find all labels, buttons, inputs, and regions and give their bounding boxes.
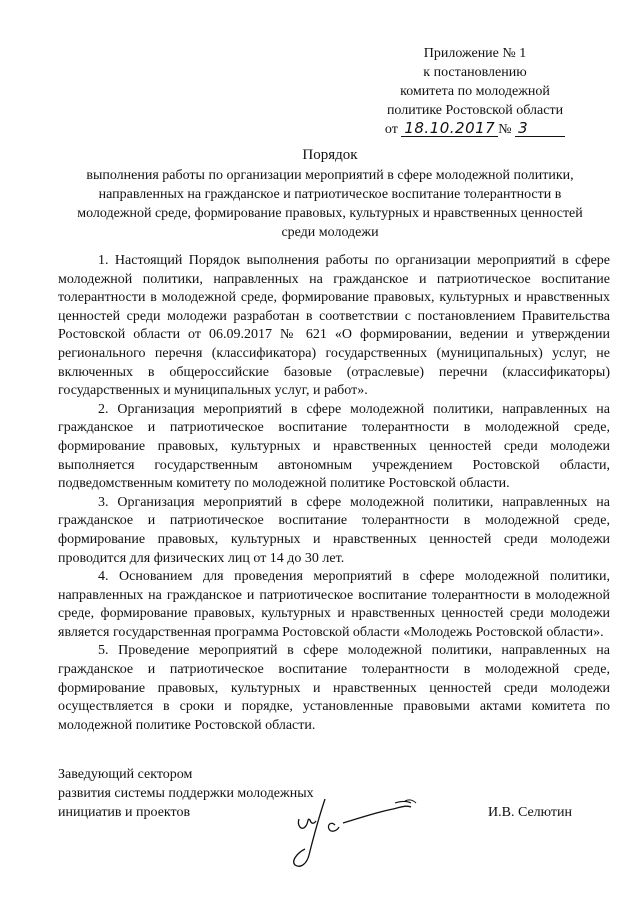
handwritten-date: 18.10.2017 [401, 120, 498, 137]
title-line-2: направленных на гражданское и патриотическое воспитание толерантности в [98, 187, 562, 202]
title-line-4: среди молодежи [281, 225, 379, 240]
document-body [58, 252, 610, 735]
paragraph-4: 4. Основанием для проведения мероприятий в сфере молодежной политики, направленных на гражданское и патриотическое воспитание толерантности в молодежной среде, формирование правовых, культурных и нравственных ценностей среди молодежи является государственная программа Ростовской области «Молодежь Ростовской области». [58, 569, 610, 640]
appendix-resolution-ref: к постановлению [423, 65, 527, 80]
date-prefix: от [384, 122, 398, 137]
paragraph-5: 5. Проведение мероприятий в сфере молодежной политики, направленных на гражданское и патриотическое воспитание толерантности в молодежной среде, формирование правовых, культурных и нравственных ценностей среди молодежи осуществляется в сроки и порядке, установленные правовыми актами комитета по молодежной политике Ростовской области. [58, 643, 610, 733]
appendix-date-line [360, 120, 590, 139]
number-prefix: № [498, 122, 512, 137]
handwritten-number: 3 [515, 120, 565, 137]
handwritten-signature [283, 773, 433, 879]
signatory-position-line-2: развития системы поддержки молодежных [58, 786, 314, 801]
signatory-position-line-1: Заведующий сектором [58, 767, 193, 782]
appendix-region: политике Ростовской области [386, 103, 564, 118]
appendix-title: Приложение № 1 [423, 46, 527, 61]
appendix-committee: комитета по молодежной [400, 84, 550, 99]
paragraph-3: 3. Организация мероприятий в сфере молодежной политики, направленных на гражданское и патриотическое воспитание толерантности в молодежной среде, формирование правовых, культурных и нравственных ценностей среди молодежи проводится для физических лиц от 14 до 30 лет. [58, 494, 610, 566]
signature-block [58, 765, 598, 822]
title-line-3: молодежной среде, формирование правовых, культурных и нравственных ценностей [77, 206, 583, 221]
title-heading: Порядок [302, 147, 358, 163]
signature-scrawl-graphic [283, 773, 433, 873]
appendix-header [360, 44, 590, 139]
document-title [40, 146, 620, 242]
signatory-position-line-3: инициатив и проектов [58, 805, 191, 820]
title-line-1: выполнения работы по организации мероприятий в сфере молодежной политики, [86, 168, 574, 183]
paragraph-1: 1. Настоящий Порядок выполнения работы по организации мероприятий в сфере молодежной политики, направленных на гражданское и патриотическое воспитание толерантности в молодежной среде, формирование правовых, культурных и нравственных ценностей среди молодежи разработан в соответствии с постановлением Правительства Ростовской области от 06.09.2017 № 621 «О формировании, ведении и утверждении регионального перечня (классификатора) государственных (муниципальных) услуг, не включенных в общероссийские базовые (отраслевые) перечни (классификаторы) государственных и муниципальных услуг, и работ». [58, 253, 610, 399]
paragraph-2: 2. Организация мероприятий в сфере молодежной политики, направленных на гражданское и патриотическое воспитание толерантности в молодежной среде, формирование правовых, культурных и нравственных ценностей среди молодежи выполняется государственным автономным учреждением Ростовской области, подведомственным комитету по молодежной политике Ростовской области. [58, 401, 610, 492]
signatory-name: И.В. Селютин [488, 805, 573, 820]
